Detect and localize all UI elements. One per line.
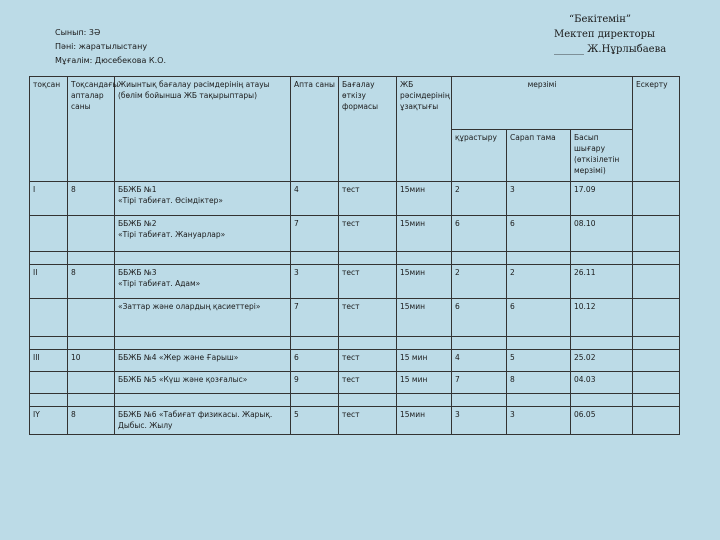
cell-week-no: 4 xyxy=(291,182,339,216)
blank-cell xyxy=(507,252,571,265)
blank-cell xyxy=(571,394,633,407)
cell-analysis: 3 xyxy=(507,182,571,216)
blank-cell xyxy=(115,252,291,265)
header-weeks-in-quarter: Тоқсандағы апталар саны xyxy=(68,77,115,182)
cell-form: тест xyxy=(339,216,397,252)
cell-prep: 2 xyxy=(452,265,507,299)
blank-cell xyxy=(115,394,291,407)
header-quarter: тоқсан xyxy=(30,77,68,182)
cell-duration: 15мин xyxy=(397,265,452,299)
cell-note xyxy=(633,350,680,372)
blank-cell xyxy=(397,394,452,407)
cell-prep: 4 xyxy=(452,350,507,372)
blank-cell xyxy=(452,394,507,407)
cell-topic: ББЖБ №6 «Табиғат физикасы. Жарық. Дыбыс. Жылу xyxy=(115,407,291,435)
blank-cell xyxy=(68,394,115,407)
cell-duration: 15 мин xyxy=(397,372,452,394)
blank-cell xyxy=(68,337,115,350)
cell-form: тест xyxy=(339,372,397,394)
cell-analysis: 5 xyxy=(507,350,571,372)
approval-role: Мектеп директоры xyxy=(554,29,656,40)
cell-prep: 6 xyxy=(452,299,507,337)
blank-cell xyxy=(397,337,452,350)
blank-row xyxy=(30,394,680,407)
blank-cell xyxy=(571,252,633,265)
header-analysis: Сарап тама xyxy=(507,130,571,182)
cell-weeks: 10 xyxy=(68,350,115,372)
blank-cell xyxy=(291,252,339,265)
approval-block xyxy=(540,12,690,57)
grade-label: Сынып: 3Ә xyxy=(55,28,101,37)
blank-row xyxy=(30,252,680,265)
subject-label: Пәні: жаратылыстану xyxy=(55,42,148,51)
table-row xyxy=(30,407,680,435)
cell-duration: 15мин xyxy=(397,299,452,337)
header-note: Ескерту xyxy=(633,77,680,182)
blank-cell xyxy=(339,252,397,265)
cell-quarter xyxy=(30,372,68,394)
table-row xyxy=(30,350,680,372)
header-duration: ЖБ рәсімдерінің ұзақтығы xyxy=(397,77,452,182)
cell-quarter: II xyxy=(30,265,68,299)
header-row xyxy=(30,77,680,130)
cell-date: 26.11 xyxy=(571,265,633,299)
cell-week-no: 7 xyxy=(291,216,339,252)
blank-cell xyxy=(452,337,507,350)
cell-note xyxy=(633,265,680,299)
cell-date: 08.10 xyxy=(571,216,633,252)
cell-weeks: 8 xyxy=(68,182,115,216)
teacher-label: Мұғалім: Дюсебекова К.О. xyxy=(55,56,166,65)
cell-week-no: 7 xyxy=(291,299,339,337)
approval-signature: ______ Ж.Нұрлыбаева xyxy=(554,44,667,55)
header-topics: Жиынтық бағалау рәсімдерінің атауы (бөлім бойынша ЖБ тақырыптары) xyxy=(115,77,291,182)
cell-quarter: I xyxy=(30,182,68,216)
blank-cell xyxy=(571,337,633,350)
cell-week-no: 9 xyxy=(291,372,339,394)
cell-form: тест xyxy=(339,182,397,216)
cell-prep: 3 xyxy=(452,407,507,435)
cell-form: тест xyxy=(339,265,397,299)
cell-analysis: 8 xyxy=(507,372,571,394)
header-preparation: құрастыру xyxy=(452,130,507,182)
cell-topic: «Заттар және олардың қасиеттері» xyxy=(115,299,291,337)
cell-analysis: 2 xyxy=(507,265,571,299)
cell-note xyxy=(633,372,680,394)
cell-week-no: 3 xyxy=(291,265,339,299)
cell-date: 06.05 xyxy=(571,407,633,435)
cell-prep: 2 xyxy=(452,182,507,216)
blank-cell xyxy=(291,337,339,350)
approval-title: “Бекітемін” xyxy=(569,14,632,25)
header-assessment-form: Бағалау өткізу формасы xyxy=(339,77,397,182)
blank-cell xyxy=(68,252,115,265)
cell-prep: 6 xyxy=(452,216,507,252)
cell-weeks: 8 xyxy=(68,407,115,435)
table-row xyxy=(30,265,680,299)
header-period: мерзімі xyxy=(452,77,633,130)
cell-duration: 15 мин xyxy=(397,350,452,372)
blank-cell xyxy=(291,394,339,407)
blank-cell xyxy=(507,394,571,407)
blank-cell xyxy=(633,337,680,350)
blank-cell xyxy=(115,337,291,350)
blank-cell xyxy=(633,252,680,265)
blank-cell xyxy=(397,252,452,265)
cell-topic: ББЖБ №5 «Күш және қозғалыс» xyxy=(115,372,291,394)
cell-quarter xyxy=(30,216,68,252)
cell-weeks xyxy=(68,372,115,394)
blank-cell xyxy=(30,337,68,350)
cell-duration: 15мин xyxy=(397,182,452,216)
cell-date: 17.09 xyxy=(571,182,633,216)
cell-note xyxy=(633,182,680,216)
cell-analysis: 6 xyxy=(507,216,571,252)
blank-cell xyxy=(507,337,571,350)
cell-analysis: 6 xyxy=(507,299,571,337)
cell-weeks: 8 xyxy=(68,265,115,299)
cell-note xyxy=(633,216,680,252)
cell-analysis: 3 xyxy=(507,407,571,435)
header-print-date: Басып шығару (өткізілетін мерзімі) xyxy=(571,130,633,182)
assessment-schedule-table xyxy=(29,76,680,435)
table-row xyxy=(30,216,680,252)
cell-weeks xyxy=(68,299,115,337)
blank-cell xyxy=(30,252,68,265)
cell-duration: 15мин xyxy=(397,407,452,435)
table-row xyxy=(30,372,680,394)
cell-form: тест xyxy=(339,350,397,372)
blank-cell xyxy=(339,394,397,407)
blank-cell xyxy=(633,394,680,407)
document-meta xyxy=(55,26,166,68)
blank-cell xyxy=(30,394,68,407)
cell-quarter: III xyxy=(30,350,68,372)
cell-date: 04.03 xyxy=(571,372,633,394)
cell-date: 10.12 xyxy=(571,299,633,337)
cell-topic: ББЖБ №3 «Тірі табиғат. Адам» xyxy=(115,265,291,299)
blank-cell xyxy=(452,252,507,265)
table-body xyxy=(30,182,680,435)
cell-topic: ББЖБ №2 «Тірі табиғат. Жануарлар» xyxy=(115,216,291,252)
cell-date: 25.02 xyxy=(571,350,633,372)
blank-row xyxy=(30,337,680,350)
table-row xyxy=(30,299,680,337)
cell-weeks xyxy=(68,216,115,252)
cell-quarter xyxy=(30,299,68,337)
cell-prep: 7 xyxy=(452,372,507,394)
table-row xyxy=(30,182,680,216)
cell-form: тест xyxy=(339,407,397,435)
cell-week-no: 6 xyxy=(291,350,339,372)
cell-note xyxy=(633,299,680,337)
cell-duration: 15мин xyxy=(397,216,452,252)
cell-week-no: 5 xyxy=(291,407,339,435)
blank-cell xyxy=(339,337,397,350)
cell-form: тест xyxy=(339,299,397,337)
cell-quarter: IY xyxy=(30,407,68,435)
cell-note xyxy=(633,407,680,435)
header-week-count: Апта саны xyxy=(291,77,339,182)
cell-topic: ББЖБ №4 «Жер және Ғарыш» xyxy=(115,350,291,372)
cell-topic: ББЖБ №1 «Тірі табиғат. Өсімдіктер» xyxy=(115,182,291,216)
